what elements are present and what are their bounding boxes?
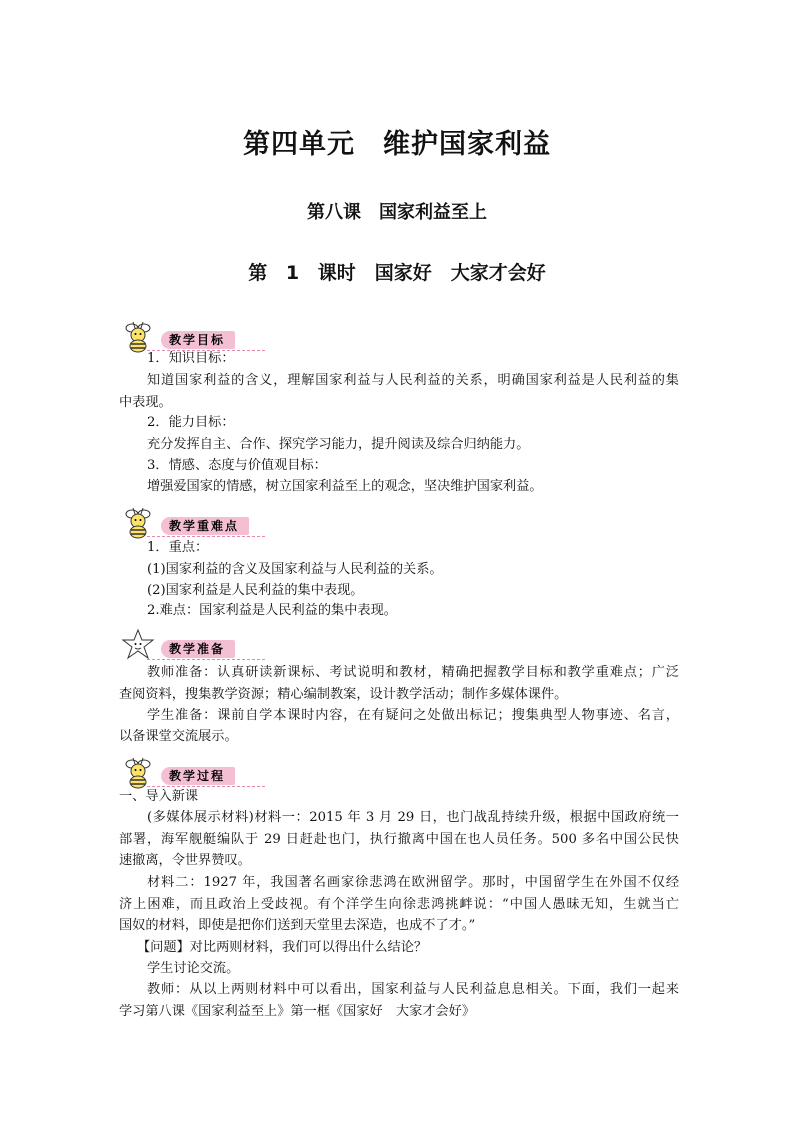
period-title: 第 1 课时 国家好 大家才会好 [248, 262, 546, 284]
section-divider [147, 659, 265, 660]
teacher-summary: 教师：从以上两则材料中可以看出，国家利益与人民利益息息相关。下面，我们一起来 [147, 982, 679, 997]
section-header-prep [119, 628, 269, 664]
goal-ability-text: 充分发挥自主、合作、探究学习能力，提升阅读及综合归纳能力。 [147, 437, 530, 452]
goal-knowledge-text-cont: 中表现。 [119, 395, 172, 410]
teacher-summary-cont: 学习第八课《国家利益至上》第一框《国家好 大家才会好》 [119, 1004, 476, 1019]
student-discussion: 学生讨论交流。 [147, 961, 240, 976]
material-one-text-end: 速撤离，令世界赞叹。 [119, 853, 251, 868]
keypoint-title: 1．重点： [147, 540, 209, 555]
goal-knowledge-text: 知道国家利益的含义，理解国家利益与人民利益的关系，明确国家利益是人民利益的集 [147, 373, 679, 388]
material-two-text-cont: 济上困难，而且政治上受歧视。有个洋学生向徐悲鸿挑衅说：“中国人愚昧无知，生就当亡 [119, 897, 679, 912]
goal-emotion-text: 增强爱国家的情感，树立国家利益至上的观念，坚决维护国家利益。 [147, 479, 543, 494]
prep-teacher-text-cont: 查阅资料，搜集教学资源；精心编制教案，设计教学活动；制作多媒体课件。 [119, 687, 568, 702]
section-header-keypoints [119, 505, 269, 541]
goal-ability-title: 2．能力目标： [147, 415, 235, 430]
prep-student-text-cont: 以备课堂交流展示。 [119, 729, 238, 744]
prep-teacher-text: 教师准备：认真研读新课标、考试说明和教材，精确把握教学目标和教学重难点；广泛 [147, 665, 679, 680]
material-two-text-end: 国奴的材料，即使是把你们送到天堂里去深造，也成不了才。” [119, 918, 476, 933]
unit-title: 第四单元 维护国家利益 [243, 129, 551, 160]
goal-knowledge-title: 1．知识目标： [147, 351, 235, 366]
section-label-process: 教学过程 [161, 767, 235, 785]
material-two-text: 材料二：1927 年，我国著名画家徐悲鸿在欧洲留学。那时，中国留学生在外国不仅经 [147, 875, 679, 890]
keypoint-item-2: (2)国家利益是人民利益的集中表现。 [147, 583, 364, 598]
prep-student-text: 学生准备：课前自学本课时内容，在有疑问之处做出标记；搜集典型人物事迹、名言， [147, 708, 679, 723]
goal-emotion-title: 3．情感、态度与价值观目标： [147, 458, 327, 473]
difficulty-point: 2.难点：国家利益是人民利益的集中表现。 [147, 603, 397, 618]
process-part-title: 一、导入新课 [119, 789, 199, 804]
section-label-keypoints: 教学重难点 [161, 517, 249, 535]
keypoint-item-1: (1)国家利益的含义及国家利益与人民利益的关系。 [147, 562, 443, 577]
lesson-title: 第八课 国家利益至上 [307, 202, 487, 223]
discussion-question: 【问题】对比两则材料，我们可以得出什么结论？ [137, 940, 428, 955]
section-label-prep: 教学准备 [161, 640, 235, 658]
material-one-text-cont: 部署，海军舰艇编队于 29 日赶赴也门，执行撤离中国在也人员任务。500 多名中国公民快 [119, 832, 679, 847]
material-one-text: (多媒体展示材料)材料一：2015 年 3 月 29 日，也门战乱持续升级，根据中国政府统一 [147, 810, 679, 825]
section-label-goals: 教学目标 [161, 331, 235, 349]
